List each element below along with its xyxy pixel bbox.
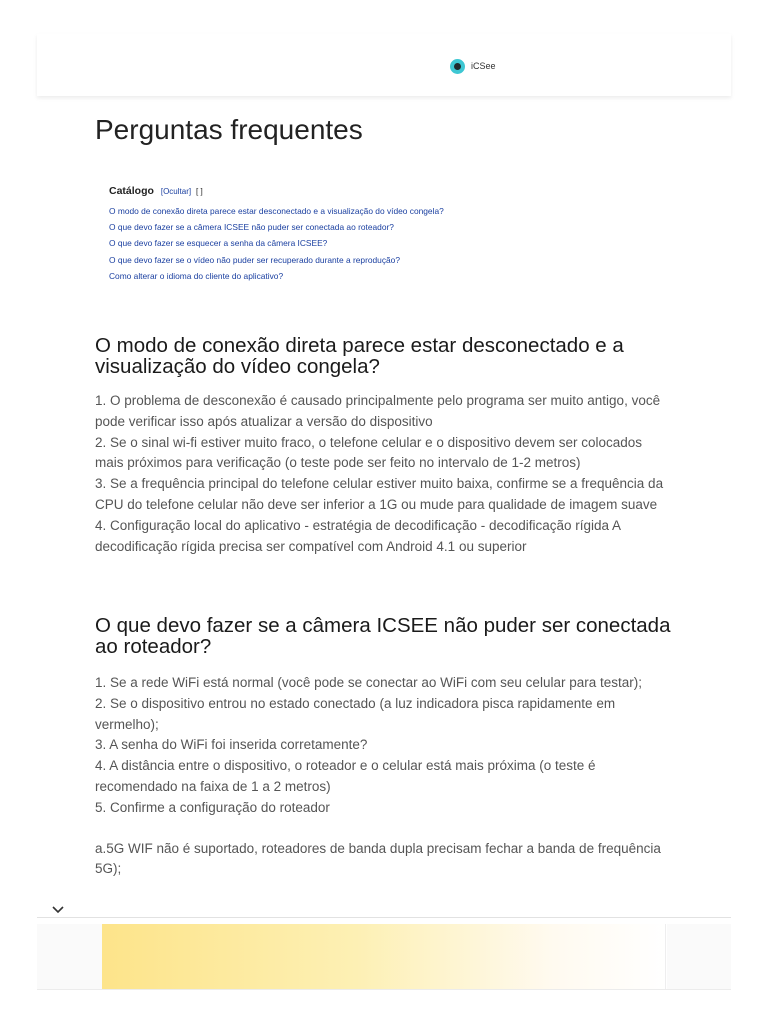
faq-section-router-connection <box>95 615 673 880</box>
icsee-logo-icon <box>450 59 465 74</box>
answer-line: 1. O problema de desconexão é causado principalmente pelo programa ser muito antigo, você pode verificar isso após atualizar a versão do dispositivo <box>95 393 661 429</box>
answer-line: 2. Se o sinal wi-fi estiver muito fraco, o telefone celular e o dispositivo devem ser colocados mais próximos para verificação (o teste pode ser feito no intervalo de 1-2 metros) <box>95 434 643 471</box>
brand[interactable] <box>450 58 496 74</box>
answer-line: 4. Configuração local do aplicativo - estratégia de decodificação - decodificação rígida A decodificação rígida precisa ser compatível com Android 4.1 ou superior <box>95 517 621 554</box>
toc-header <box>109 184 669 199</box>
answer-line: 4. A distância entre o dispositivo, o roteador e o celular está mais próxima (o teste é recomendado na faixa de 1 a 2 metros) <box>95 758 596 794</box>
answer-line: 5. Confirme a configuração do roteador <box>95 799 330 815</box>
toc-list <box>109 203 669 284</box>
banner-divider <box>665 924 666 989</box>
toc-link-direct-connection[interactable]: O modo de conexão direta parece estar desconectado e a visualização do vídeo congela? <box>109 206 444 216</box>
section-body <box>95 673 673 880</box>
top-bar <box>37 34 731 96</box>
toc-title: Catálogo <box>109 185 154 197</box>
chevron-down-icon[interactable] <box>51 902 65 916</box>
ad-banner[interactable] <box>102 924 667 989</box>
section-body <box>95 391 673 557</box>
toc-hide-link[interactable]: [Ocultar] <box>160 187 192 196</box>
answer-line: 3. Se a frequência principal do telefone celular estiver muito baixa, confirme se a frequência da CPU do telefone celular não deve ser inferior a 1G ou mude para qualidade de imagem suave <box>95 476 664 512</box>
brand-name: iCSee <box>471 61 496 71</box>
page-title: Perguntas frequentes <box>95 114 363 145</box>
divider <box>37 917 731 918</box>
section-heading: O modo de conexão direta parece estar desconectado e a visualização do vídeo congela? <box>95 334 624 378</box>
toc-bracket: [ ] <box>196 187 203 196</box>
answer-line: 1. Se a rede WiFi está normal (você pode se conectar ao WiFi com seu celular para testar); <box>95 675 642 690</box>
toc-link-router-connection[interactable]: O que devo fazer se a câmera ICSEE não puder ser conectada ao roteador? <box>109 222 394 233</box>
answer-line: 3. A senha do WiFi foi inserida corretamente? <box>95 737 368 753</box>
toc-link-playback[interactable]: O que devo fazer se o vídeo não puder ser recuperado durante a reprodução? <box>109 254 400 265</box>
table-of-contents <box>109 184 669 284</box>
section-heading: O que devo fazer se a câmera ICSEE não puder ser conectada ao roteador? <box>95 614 671 658</box>
faq-section-direct-connection <box>95 335 673 557</box>
toc-link-forgot-password[interactable]: O que devo fazer se esquecer a senha da câmera ICSEE? <box>109 238 328 249</box>
toc-link-language[interactable]: Como alterar o idioma do cliente do aplicativo? <box>109 270 284 281</box>
answer-note: a.5G WIF não é suportado, roteadores de banda dupla precisam fechar a banda de frequência 5G); <box>95 840 661 877</box>
footer-ad-area <box>37 924 731 990</box>
answer-line: 2. Se o dispositivo entrou no estado conectado (a luz indicadora pisca rapidamente em vermelho); <box>95 695 616 732</box>
